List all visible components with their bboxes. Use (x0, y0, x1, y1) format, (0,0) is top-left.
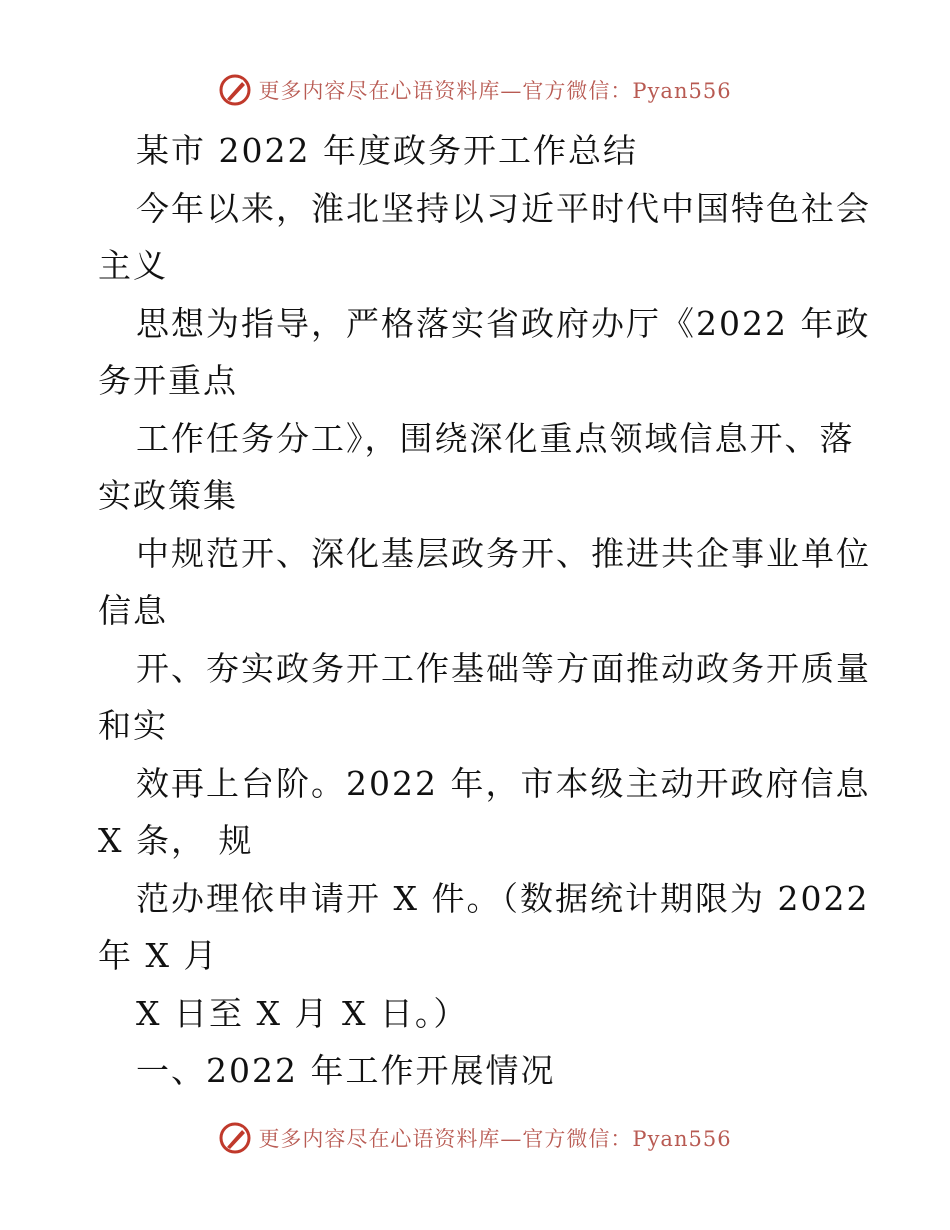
document-line: 今年以来，淮北坚持以习近平时代中国特色社会 (136, 188, 871, 228)
document-line: 中规范开、深化基层政务开、推进共企事业单位 (136, 533, 871, 573)
document-line: X 条， 规 (98, 821, 254, 860)
document-line: 实政策集 (98, 476, 238, 515)
document-body (98, 122, 871, 1100)
footer-banner (0, 1118, 950, 1158)
quill-pen-logo-icon (218, 73, 252, 107)
document-line: 一、2022 年工作开展情况 (136, 1051, 556, 1090)
document-line: 开、夯实政务开工作基础等方面推动政务开质量 (136, 648, 871, 688)
document-line: 某市 2022 年度政务开工作总结 (136, 131, 638, 170)
document-line: 效再上台阶。2022 年，市本级主动开政府信息 (136, 763, 871, 803)
document-line: 思想为指导，严格落实省政府办厅《2022 年政 (136, 303, 871, 343)
document-line: 信息 (98, 591, 168, 630)
footer-banner-text: 更多内容尽在心语资料库—官方微信：Pyan556 (258, 1127, 732, 1151)
document-line: 务开重点 (98, 361, 238, 400)
header-banner-text: 更多内容尽在心语资料库—官方微信：Pyan556 (258, 79, 732, 103)
document-line: 工作任务分工》，围绕深化重点领域信息开、落 (136, 418, 855, 458)
quill-pen-logo-icon (218, 1121, 252, 1155)
document-line: 主义 (98, 246, 168, 285)
document-line: 范办理依申请开 X 件。（数据统计期限为 2022 (136, 878, 870, 918)
document-line: 和实 (98, 706, 168, 745)
document-line: 年 X 月 (98, 936, 219, 975)
header-banner (0, 70, 950, 110)
document-line: X 日至 X 月 X 日。） (136, 993, 469, 1033)
